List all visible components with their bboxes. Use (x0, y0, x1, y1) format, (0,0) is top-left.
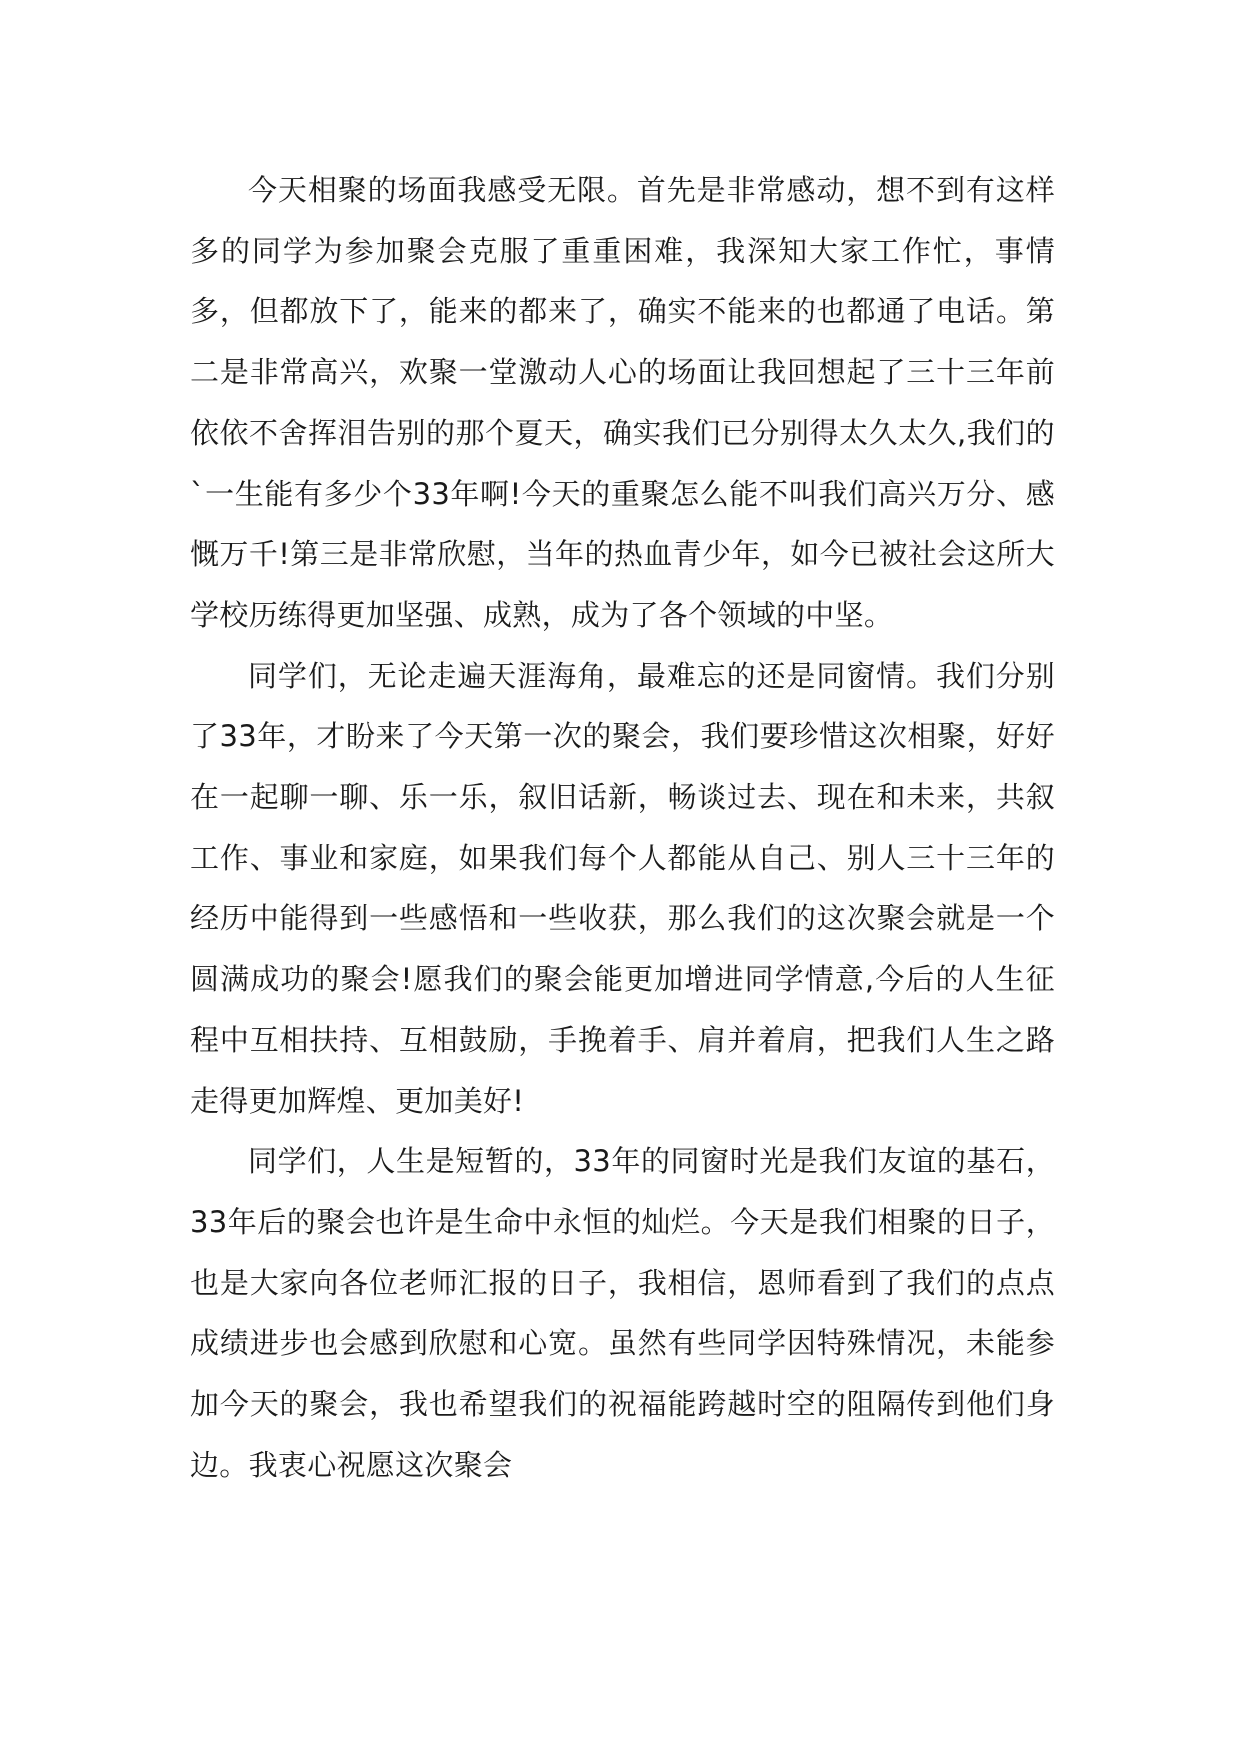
paragraph-3: 同学们，人生是短暂的，33年的同窗时光是我们友谊的基石，33年后的聚会也许是生命中永恒的灿烂。今天是我们相聚的日子，也是大家向各位老师汇报的日子，我相信，恩师看到了我们的点点成绩进步也会感到欣慰和心宽。虽然有些同学因特殊情况，未能参加今天的聚会，我也希望我们的祝福能跨越时空的阻隔传到他们身边。我衷心祝愿这次聚会 (190, 1144, 1055, 1482)
paragraph-1: 今天相聚的场面我感受无限。首先是非常感动，想不到有这样多的同学为参加聚会克服了重重困难，我深知大家工作忙，事情多，但都放下了，能来的都来了，确实不能来的也都通了电话。第二是非常高兴，欢聚一堂激动人心的场面让我回想起了三十三年前依依不舍挥泪告别的那个夏天，确实我们已分别得太久太久,我们的`一生能有多少个33年啊!今天的重聚怎么能不叫我们高兴万分、感慨万千!第三是非常欣慰，当年的热血青少年，如今已被社会这所大学校历练得更加坚强、成熟，成为了各个领域的中坚。 (190, 173, 1055, 632)
paragraph-2: 同学们，无论走遍天涯海角，最难忘的还是同窗情。我们分别了33年，才盼来了今天第一次的聚会，我们要珍惜这次相聚，好好在一起聊一聊、乐一乐，叙旧话新，畅谈过去、现在和未来，共叙工作、事业和家庭，如果我们每个人都能从自己、别人三十三年的经历中能得到一些感悟和一些收获，那么我们的这次聚会就是一个圆满成功的聚会!愿我们的聚会能更加增进同学情意,今后的人生征程中互相扶持、互相鼓励，手挽着手、肩并着肩，把我们人生之路走得更加辉煌、更加美好! (190, 658, 1055, 1118)
document-body (190, 160, 1055, 1495)
